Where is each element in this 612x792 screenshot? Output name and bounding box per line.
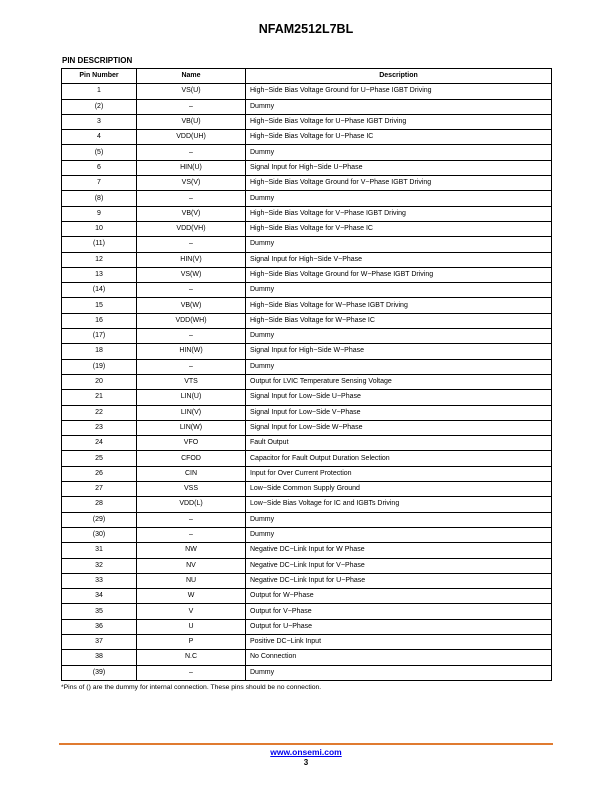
table-row bbox=[62, 374, 552, 389]
table-row bbox=[62, 619, 552, 634]
pin-number-cell: (29) bbox=[62, 512, 137, 527]
pin-number-cell: 26 bbox=[62, 466, 137, 481]
table-row bbox=[62, 298, 552, 313]
description-cell: High−Side Bias Voltage for U−Phase IGBT Driving bbox=[246, 114, 552, 129]
description-cell: Signal Input for High−Side V−Phase bbox=[246, 252, 552, 267]
name-cell: P bbox=[137, 634, 246, 649]
table-row bbox=[62, 436, 552, 451]
description-cell: Signal Input for Low−Side W−Phase bbox=[246, 420, 552, 435]
table-row bbox=[62, 145, 552, 160]
name-cell: VB(U) bbox=[137, 114, 246, 129]
description-cell: Fault Output bbox=[246, 436, 552, 451]
name-cell: – bbox=[137, 527, 246, 542]
description-cell: Dummy bbox=[246, 283, 552, 298]
name-cell: VS(W) bbox=[137, 267, 246, 282]
pin-number-cell: 18 bbox=[62, 344, 137, 359]
table-row bbox=[62, 527, 552, 542]
table-row bbox=[62, 344, 552, 359]
name-cell: LIN(W) bbox=[137, 420, 246, 435]
pin-number-cell: 22 bbox=[62, 405, 137, 420]
description-cell: Dummy bbox=[246, 145, 552, 160]
description-cell: High−Side Bias Voltage Ground for W−Phase IGBT Driving bbox=[246, 267, 552, 282]
pin-number-cell: 33 bbox=[62, 573, 137, 588]
name-cell: N.C bbox=[137, 650, 246, 665]
name-cell: HIN(U) bbox=[137, 160, 246, 175]
pin-description-table bbox=[61, 68, 552, 681]
name-cell: VDD(L) bbox=[137, 497, 246, 512]
description-cell: High−Side Bias Voltage for V−Phase IGBT Driving bbox=[246, 206, 552, 221]
table-row bbox=[62, 313, 552, 328]
description-cell: Input for Over Current Protection bbox=[246, 466, 552, 481]
description-cell: Signal Input for High−Side U−Phase bbox=[246, 160, 552, 175]
section-heading: PIN DESCRIPTION bbox=[62, 56, 133, 65]
description-cell: Positive DC−Link Input bbox=[246, 634, 552, 649]
pin-number-cell: 7 bbox=[62, 176, 137, 191]
pin-number-cell: 4 bbox=[62, 130, 137, 145]
pin-number-cell: (2) bbox=[62, 99, 137, 114]
pin-number-cell: (8) bbox=[62, 191, 137, 206]
description-cell: High−Side Bias Voltage Ground for V−Phase IGBT Driving bbox=[246, 176, 552, 191]
pin-number-cell: 38 bbox=[62, 650, 137, 665]
pin-number-cell: (19) bbox=[62, 359, 137, 374]
footnote: *Pins of () are the dummy for internal connection. These pins should be no connection. bbox=[61, 684, 322, 691]
pin-number-cell: 21 bbox=[62, 390, 137, 405]
name-cell: VS(V) bbox=[137, 176, 246, 191]
table-row bbox=[62, 359, 552, 374]
description-cell: High−Side Bias Voltage for W−Phase IC bbox=[246, 313, 552, 328]
table-header-row bbox=[62, 69, 552, 84]
table-row bbox=[62, 160, 552, 175]
table-row bbox=[62, 114, 552, 129]
description-cell: Signal Input for Low−Side U−Phase bbox=[246, 390, 552, 405]
name-cell: – bbox=[137, 329, 246, 344]
description-cell: Dummy bbox=[246, 99, 552, 114]
description-cell: Low−Side Bias Voltage for IC and IGBTs Driving bbox=[246, 497, 552, 512]
table-row bbox=[62, 176, 552, 191]
pin-number-cell: 37 bbox=[62, 634, 137, 649]
description-cell: High−Side Bias Voltage for V−Phase IC bbox=[246, 221, 552, 236]
description-cell: Low−Side Common Supply Ground bbox=[246, 482, 552, 497]
name-cell: VDD(VH) bbox=[137, 221, 246, 236]
footer-divider bbox=[59, 743, 553, 745]
header-pin-number: Pin Number bbox=[62, 69, 137, 84]
pin-number-cell: 15 bbox=[62, 298, 137, 313]
name-cell: – bbox=[137, 359, 246, 374]
description-cell: Output for V−Phase bbox=[246, 604, 552, 619]
description-cell: Dummy bbox=[246, 191, 552, 206]
table-row bbox=[62, 451, 552, 466]
description-cell: Output for LVIC Temperature Sensing Voltage bbox=[246, 374, 552, 389]
pin-number-cell: (39) bbox=[62, 665, 137, 680]
name-cell: NU bbox=[137, 573, 246, 588]
pin-number-cell: 24 bbox=[62, 436, 137, 451]
description-cell: High−Side Bias Voltage Ground for U−Phase IGBT Driving bbox=[246, 84, 552, 99]
table-row bbox=[62, 558, 552, 573]
name-cell: VB(W) bbox=[137, 298, 246, 313]
pin-number-cell: 12 bbox=[62, 252, 137, 267]
name-cell: HIN(W) bbox=[137, 344, 246, 359]
name-cell: CIN bbox=[137, 466, 246, 481]
table-row bbox=[62, 665, 552, 680]
description-cell: Capacitor for Fault Output Duration Selection bbox=[246, 451, 552, 466]
name-cell: – bbox=[137, 283, 246, 298]
description-cell: High−Side Bias Voltage for W−Phase IGBT Driving bbox=[246, 298, 552, 313]
table-row bbox=[62, 267, 552, 282]
pin-number-cell: (11) bbox=[62, 237, 137, 252]
name-cell: VFO bbox=[137, 436, 246, 451]
pin-number-cell: 27 bbox=[62, 482, 137, 497]
pin-number-cell: 31 bbox=[62, 543, 137, 558]
website-link[interactable]: www.onsemi.com bbox=[270, 747, 342, 757]
table-row bbox=[62, 252, 552, 267]
name-cell: LIN(V) bbox=[137, 405, 246, 420]
pin-number-cell: 25 bbox=[62, 451, 137, 466]
table-row bbox=[62, 573, 552, 588]
name-cell: VDD(WH) bbox=[137, 313, 246, 328]
table-row bbox=[62, 283, 552, 298]
pin-number-cell: 6 bbox=[62, 160, 137, 175]
description-cell: Dummy bbox=[246, 329, 552, 344]
name-cell: – bbox=[137, 99, 246, 114]
description-cell: Dummy bbox=[246, 359, 552, 374]
pin-number-cell: 1 bbox=[62, 84, 137, 99]
description-cell: Negative DC−Link Input for U−Phase bbox=[246, 573, 552, 588]
table-row bbox=[62, 604, 552, 619]
table-row bbox=[62, 543, 552, 558]
pin-number-cell: 10 bbox=[62, 221, 137, 236]
name-cell: VDD(UH) bbox=[137, 130, 246, 145]
pin-number-cell: 20 bbox=[62, 374, 137, 389]
description-cell: Dummy bbox=[246, 665, 552, 680]
pin-number-cell: 34 bbox=[62, 589, 137, 604]
table-row bbox=[62, 405, 552, 420]
name-cell: NV bbox=[137, 558, 246, 573]
name-cell: HIN(V) bbox=[137, 252, 246, 267]
pin-number-cell: (5) bbox=[62, 145, 137, 160]
header-name: Name bbox=[137, 69, 246, 84]
name-cell: VTS bbox=[137, 374, 246, 389]
name-cell: W bbox=[137, 589, 246, 604]
description-cell: Output for U−Phase bbox=[246, 619, 552, 634]
name-cell: VSS bbox=[137, 482, 246, 497]
description-cell: Negative DC−Link Input for V−Phase bbox=[246, 558, 552, 573]
name-cell: VB(V) bbox=[137, 206, 246, 221]
description-cell: Dummy bbox=[246, 527, 552, 542]
table-row bbox=[62, 650, 552, 665]
name-cell: – bbox=[137, 191, 246, 206]
pin-number-cell: 32 bbox=[62, 558, 137, 573]
table-row bbox=[62, 237, 552, 252]
pin-number-cell: 13 bbox=[62, 267, 137, 282]
name-cell: – bbox=[137, 512, 246, 527]
name-cell: – bbox=[137, 237, 246, 252]
table-row bbox=[62, 512, 552, 527]
name-cell: LIN(U) bbox=[137, 390, 246, 405]
table-row bbox=[62, 466, 552, 481]
pin-number-cell: 16 bbox=[62, 313, 137, 328]
name-cell: VS(U) bbox=[137, 84, 246, 99]
table-row bbox=[62, 221, 552, 236]
table-row bbox=[62, 99, 552, 114]
pin-number-cell: 35 bbox=[62, 604, 137, 619]
table-row bbox=[62, 84, 552, 99]
pin-number-cell: 36 bbox=[62, 619, 137, 634]
description-cell: High−Side Bias Voltage for U−Phase IC bbox=[246, 130, 552, 145]
name-cell: NW bbox=[137, 543, 246, 558]
document-title: NFAM2512L7BL bbox=[258, 22, 354, 36]
table-row bbox=[62, 497, 552, 512]
pin-number-cell: 9 bbox=[62, 206, 137, 221]
table-row bbox=[62, 206, 552, 221]
pin-number-cell: (17) bbox=[62, 329, 137, 344]
name-cell: – bbox=[137, 665, 246, 680]
description-cell: Dummy bbox=[246, 237, 552, 252]
name-cell: – bbox=[137, 145, 246, 160]
name-cell: U bbox=[137, 619, 246, 634]
description-cell: Signal Input for High−Side W−Phase bbox=[246, 344, 552, 359]
description-cell: Negative DC−Link Input for W Phase bbox=[246, 543, 552, 558]
description-cell: No Connection bbox=[246, 650, 552, 665]
table-row bbox=[62, 130, 552, 145]
name-cell: V bbox=[137, 604, 246, 619]
name-cell: CFOD bbox=[137, 451, 246, 466]
table-row bbox=[62, 420, 552, 435]
description-cell: Signal Input for Low−Side V−Phase bbox=[246, 405, 552, 420]
pin-number-cell: 3 bbox=[62, 114, 137, 129]
pin-number-cell: 23 bbox=[62, 420, 137, 435]
description-cell: Dummy bbox=[246, 512, 552, 527]
table-row bbox=[62, 634, 552, 649]
pin-number-cell: (30) bbox=[62, 527, 137, 542]
pin-number-cell: 28 bbox=[62, 497, 137, 512]
table-row bbox=[62, 390, 552, 405]
table-row bbox=[62, 589, 552, 604]
table-row bbox=[62, 191, 552, 206]
header-description: Description bbox=[246, 69, 552, 84]
pin-number-cell: (14) bbox=[62, 283, 137, 298]
page-number: 3 bbox=[303, 758, 309, 767]
table-row bbox=[62, 329, 552, 344]
table-row bbox=[62, 482, 552, 497]
description-cell: Output for W−Phase bbox=[246, 589, 552, 604]
